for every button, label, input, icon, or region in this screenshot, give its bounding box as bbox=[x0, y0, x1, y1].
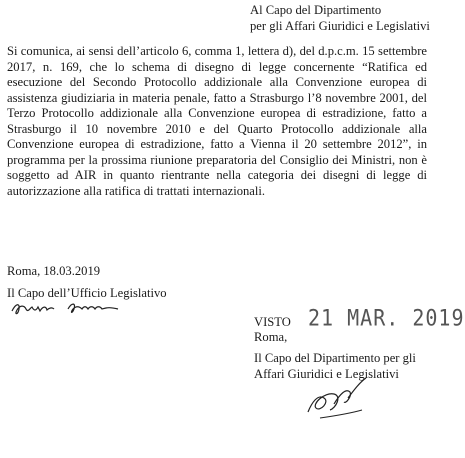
signature-office-head bbox=[10, 299, 150, 324]
body-paragraph: Si comunica, ai sensi dell’articolo 6, comma 1, lettera d), del d.p.c.m. 15 settembre 2017, n. 169, che lo schema di disegno di legge concernente “Ratifica ed esecuzione del Secondo Protocollo addizionale alla Convenzione europea di assistenza giudiziaria in materia penale, fatto a Strasburgo l’8 novembre 2001, del Terzo Protocollo addizionale alla Convenzione europea di estradizione, fatto a Strasburgo il 10 novembre 2010 e del Quarto Protocollo addizionale alla Convenzione europea di estradizione, fatto a Vienna il 20 settembre 2012”, in programma per la prossima riunione preparatoria del Consiglio dei Ministri, non è soggetto ad AIR in quanto rientrante nella categoria dei disegni di legge di autorizzazione alla ratifica di trattati internazionali. bbox=[7, 44, 427, 198]
visto-label: VISTO bbox=[254, 315, 291, 329]
office-head-title: Il Capo dell’Ufficio Legislativo bbox=[7, 286, 167, 300]
date-stamp: 21 MAR. 2019 bbox=[308, 304, 465, 332]
addressee-line-1: Al Capo del Dipartimento bbox=[250, 3, 382, 17]
addressee-line-2: per gli Affari Giuridici e Legislativi bbox=[250, 19, 430, 33]
addressee-block bbox=[250, 2, 430, 34]
date-place: Roma, 18.03.2019 bbox=[7, 264, 101, 278]
department-head-line-1: Il Capo del Dipartimento per gli bbox=[254, 351, 416, 365]
roma-place: Roma, bbox=[254, 330, 288, 344]
department-head-line-2: Affari Giuridici e Legislativi bbox=[254, 367, 399, 381]
signature-department-head bbox=[290, 364, 380, 429]
